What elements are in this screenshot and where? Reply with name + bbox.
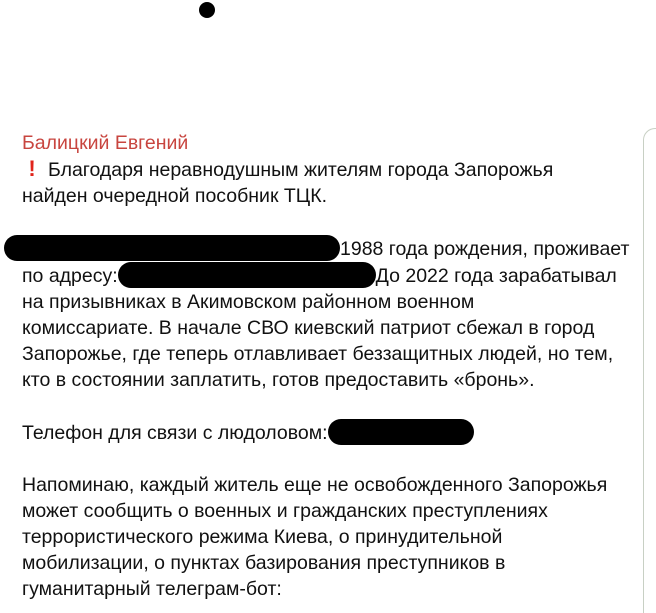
redacted-name-block [4,235,340,261]
message-text: по адресу: [22,265,118,287]
message-line [22,419,642,446]
message-line [22,235,642,262]
cursor-dot [199,2,215,18]
message-paragraph-4 [22,472,642,602]
redacted-address-block [118,262,376,288]
message-line: мобилизации, о пунктах базирования преступников в [22,552,506,574]
message-line: кто в состоянии заплатить, готов предоставить «бронь». [22,369,535,391]
exclamation-icon: ! [28,156,36,181]
message-line: террористического режима Киева, о принудительной [22,526,503,548]
chat-message [22,130,642,602]
message-text: Благодаря неравнодушным жителям города Запорожья [48,159,554,181]
message-line: Напоминаю, каждый житель еще не освобожденного Запорожья [22,474,608,496]
message-text: До 2022 года зарабатывал [375,265,617,287]
message-line: гуманитарный телеграм-бот: [22,578,282,600]
message-line [22,262,642,289]
message-line: комиссариате. В начале СВО киевский патриот сбежал в город [22,317,595,339]
message-paragraph-3 [22,419,642,446]
message-paragraph-1 [22,156,642,209]
adjacent-message-bubble-edge [643,128,656,613]
sender-name[interactable]: Балицкий Евгений [22,132,189,154]
message-line: на призывниках в Акимовском районном военном [22,291,475,313]
message-text: 1988 года рождения, проживает [340,238,630,260]
message-line: может сообщить о военных и гражданских преступлениях [22,500,548,522]
message-line: Запорожье, где теперь отлавливает беззащитных людей, но тем, [22,343,614,365]
message-paragraph-2 [22,235,642,393]
message-line [22,156,642,183]
message-line: найден очередной пособник ТЦК. [22,185,328,207]
message-text: Телефон для связи с людоловом: [22,422,328,444]
redacted-phone-block [328,419,474,445]
